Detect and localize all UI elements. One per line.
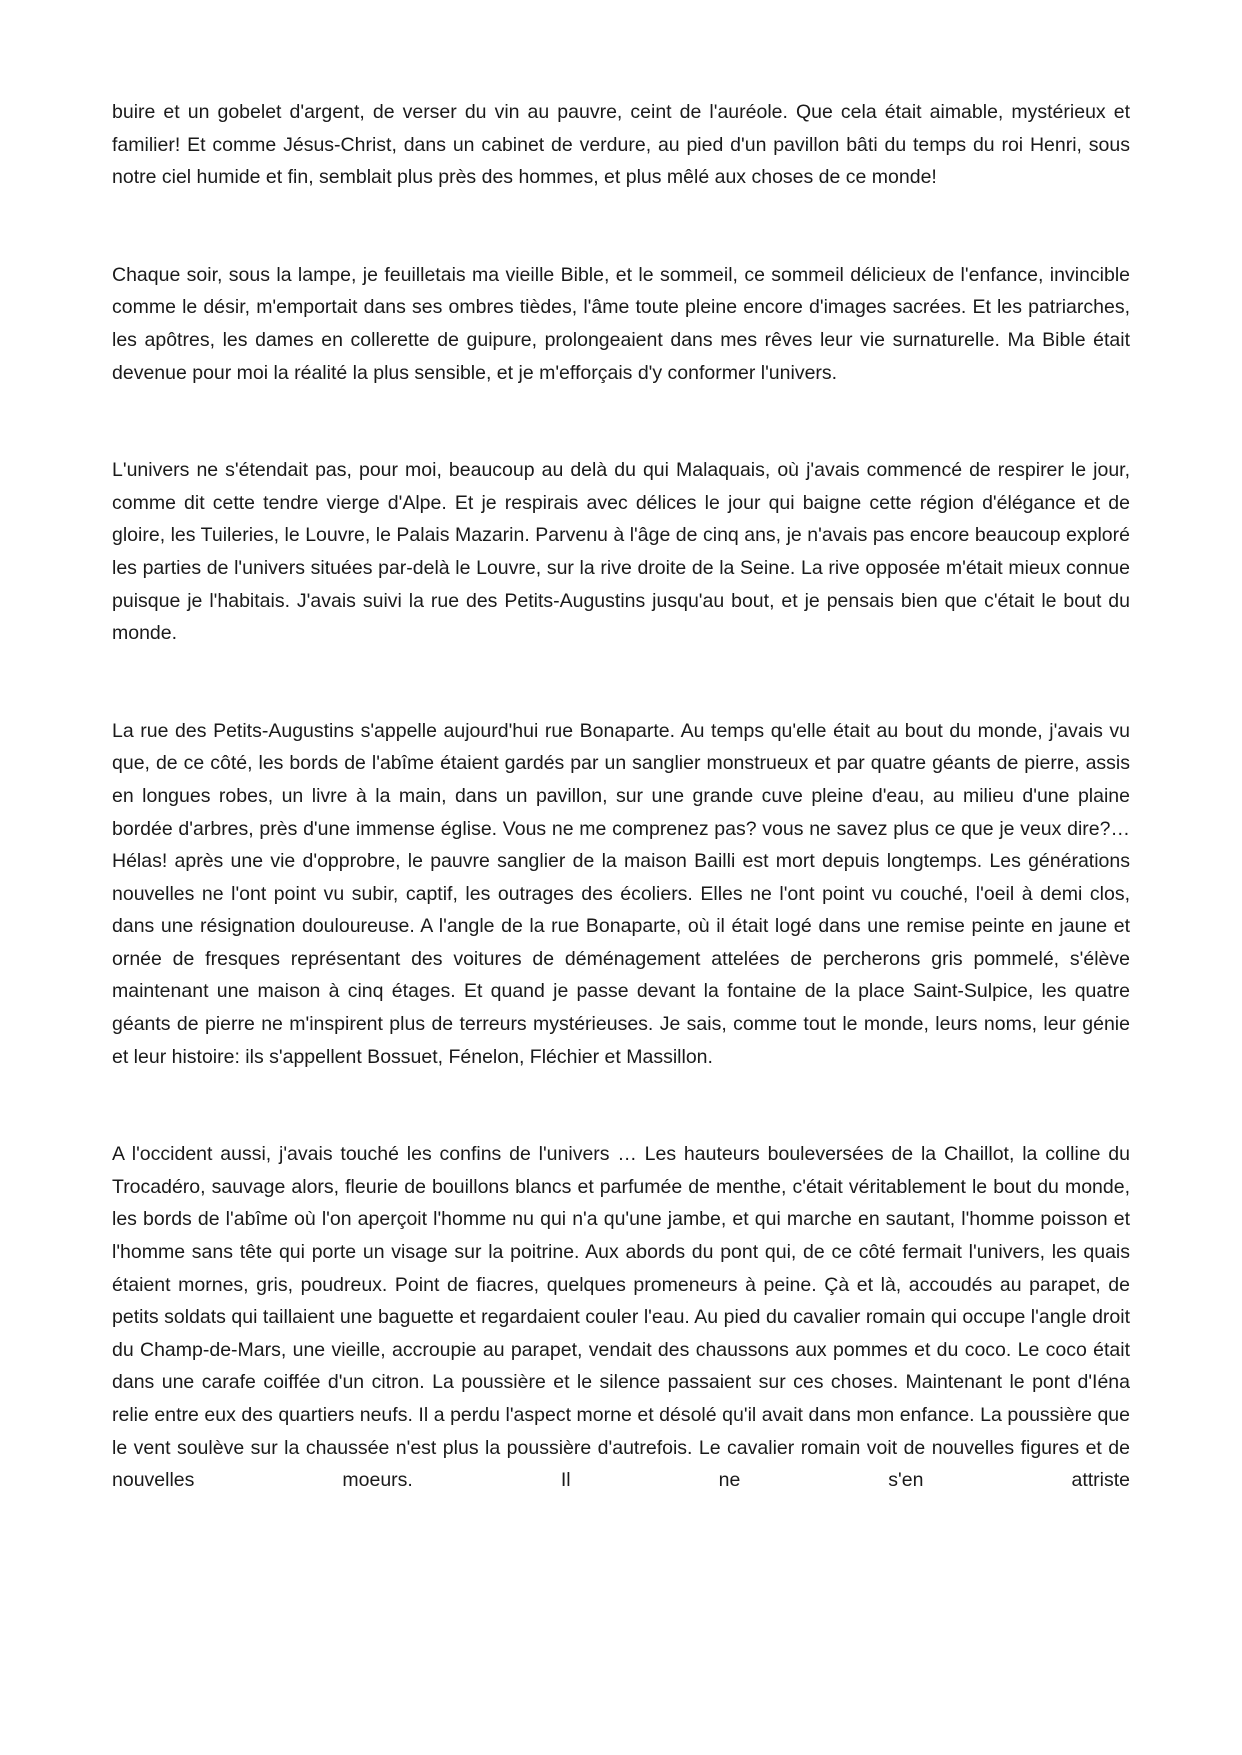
document-page (112, 96, 1130, 1497)
paragraph-3: L'univers ne s'étendait pas, pour moi, beaucoup au delà du qui Malaquais, où j'avais commencé de respirer le jour, comme dit cette tendre vierge d'Alpe. Et je respirais avec délices le jour qui baigne cette région d'élégance et de gloire, les Tuileries, le Louvre, le Palais Mazarin. Parvenu à l'âge de cinq ans, je n'avais pas encore beaucoup exploré les parties de l'univers situées par-delà le Louvre, sur la rive droite de la Seine. La rive opposée m'était mieux connue puisque je l'habitais. J'avais suivi la rue des Petits-Augustins jusqu'au bout, et je pensais bien que c'était le bout du monde. (112, 459, 1130, 645)
paragraph-1: buire et un gobelet d'argent, de verser du vin au pauvre, ceint de l'auréole. Que cela était aimable, mystérieux et familier! Et comme Jésus-Christ, dans un cabinet de verdure, au pied d'un pavillon bâti du temps du roi Henri, sous notre ciel humide et fin, semblait plus près des hommes, et plus mêlé aux choses de ce monde! (112, 101, 1130, 189)
paragraph-2: Chaque soir, sous la lampe, je feuilletais ma vieille Bible, et le sommeil, ce sommeil délicieux de l'enfance, invincible comme le désir, m'emportait dans ses ombres tièdes, l'âme toute pleine encore d'images sacrées. Et les patriarches, les apôtres, les dames en collerette de guipure, prolongeaient dans mes rêves leur vie surnaturelle. Ma Bible était devenue pour moi la réalité la plus sensible, et je m'efforçais d'y conformer l'univers. (112, 263, 1130, 384)
paragraph-4: La rue des Petits-Augustins s'appelle aujourd'hui rue Bonaparte. Au temps qu'elle était au bout du monde, j'avais vu que, de ce côté, les bords de l'abîme étaient gardés par un sanglier monstrueux et par quatre géants de pierre, assis en longues robes, un livre à la main, dans un pavillon, sur une grande cuve pleine d'eau, au milieu d'une plaine bordée d'arbres, près d'une immense église. Vous ne me comprenez pas? vous ne savez plus ce que je veux dire?… Hélas! après une vie d'opprobre, le pauvre sanglier de la maison Bailli est mort depuis longtemps. Les générations nouvelles ne l'ont point vu subir, captif, les outrages des écoliers. Elles ne l'ont point vu couché, l'oeil à demi clos, dans une résignation douloureuse. A l'angle de la rue Bonaparte, où il était logé dans une remise peinte en jaune et ornée de fresques représentant des voitures de déménagement attelées de percherons gris pommelé, s'élève maintenant une maison à cinq étages. Et quand je passe devant la fontaine de la place Saint-Sulpice, les quatre géants de pierre ne m'inspirent plus de terreurs mystérieuses. Je sais, comme tout le monde, leurs noms, leur génie et leur histoire: ils s'appellent Bossuet, Fénelon, Fléchier et Massillon. (112, 719, 1130, 1068)
paragraph-5: A l'occident aussi, j'avais touché les confins de l'univers … Les hauteurs bouleversées de la Chaillot, la colline du Trocadéro, sauvage alors, fleurie de bouillons blancs et parfumée de menthe, c'était véritablement le bout du monde, les bords de l'abîme où l'on aperçoit l'homme nu qui n'a qu'une jambe, et qui marche en sautant, l'homme poisson et l'homme sans tête qui porte un visage sur la poitrine. Aux abords du pont qui, de ce côté fermait l'univers, les quais étaient mornes, gris, poudreux. Point de fiacres, quelques promeneurs à peine. Çà et là, accoudés au parapet, de petits soldats qui taillaient une baguette et regardaient couler l'eau. Au pied du cavalier romain qui occupe l'angle droit du Champ-de-Mars, une vieille, accroupie au parapet, vendait des chaussons aux pommes et du coco. Le coco était dans une carafe coiffée d'un citron. La poussière et le silence passaient sur ces choses. Maintenant le pont d'Iéna relie entre eux des quartiers neufs. Il a perdu l'aspect morne et désolé qu'il avait dans mon enfance. La poussière que le vent soulève sur la chaussée n'est plus la poussière d'autrefois. Le cavalier romain voit de nouvelles figures et de nouvelles moeurs. Il ne s'en attriste (112, 1143, 1130, 1492)
